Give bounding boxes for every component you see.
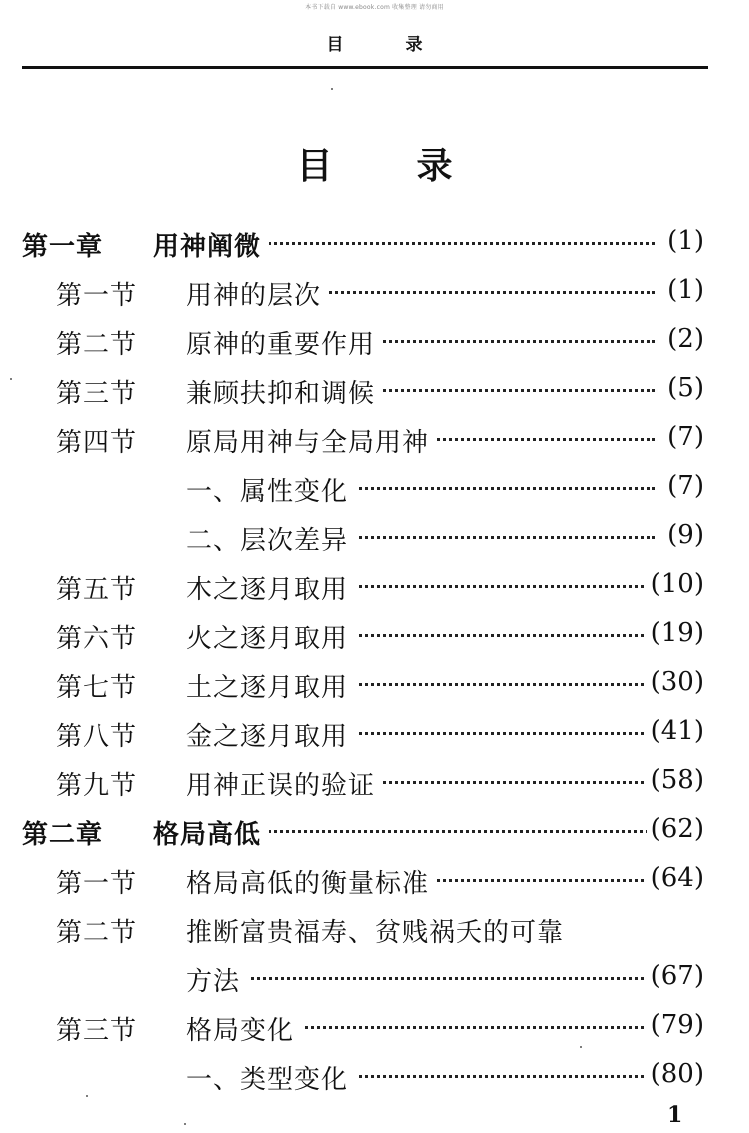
entry-title: 用神正误的验证 (186, 765, 383, 802)
entry-title: 原局用神与全局用神 (186, 422, 437, 459)
entry-page-number: (9) (663, 520, 704, 550)
entry-page-number: (19) (647, 618, 704, 648)
toc-section-row (0, 855, 749, 904)
chapter-label: 第二章 (22, 820, 104, 850)
entry-title: 金之逐月取用 (186, 716, 356, 753)
section-label: 第三节 (56, 379, 138, 409)
section-label: 第二节 (56, 918, 138, 948)
header-rule (22, 66, 708, 69)
entry-page-number: (2) (663, 324, 704, 354)
scan-speck (10, 378, 12, 380)
toc-section-row (0, 267, 749, 316)
entry-title: 用神阐微 (153, 226, 269, 263)
entry-page-number: (58) (647, 765, 704, 795)
toc-section-row (0, 365, 749, 414)
toc-section-row (0, 757, 749, 806)
entry-title: 格局高低 (153, 814, 269, 851)
toc-section-row (0, 708, 749, 757)
entry-title: 用神的层次 (186, 275, 329, 312)
entry-page-number: (7) (663, 471, 704, 501)
entry-title: 土之逐月取用 (186, 667, 356, 704)
entry-page-number: (80) (647, 1059, 704, 1089)
scan-speck (184, 1123, 186, 1125)
entry-page-number: (79) (647, 1010, 704, 1040)
section-label: 第九节 (56, 771, 138, 801)
entry-title: 格局高低的衡量标准 (186, 863, 437, 900)
toc-item-row (0, 512, 749, 561)
scan-speck (580, 1046, 582, 1048)
scan-watermark-text: 本书下载自 www.ebook.com 收集整理 请勿商用 (305, 4, 444, 11)
toc-section-row (0, 561, 749, 610)
toc-section-row (0, 414, 749, 463)
entry-title: 推断富贵福寿、贫贱祸夭的可靠 (186, 912, 572, 949)
entry-title: 一、类型变化 (186, 1059, 356, 1096)
section-label: 第一节 (56, 869, 138, 899)
toc-section-row (0, 610, 749, 659)
entry-page-number: (64) (647, 863, 704, 893)
entry-title: 二、层次差异 (186, 520, 356, 557)
entry-page-number: (10) (647, 569, 704, 599)
entry-page-number: (41) (647, 716, 704, 746)
toc-chapter-row (0, 218, 749, 267)
section-label: 第八节 (56, 722, 138, 752)
section-label: 第七节 (56, 673, 138, 703)
section-label: 第六节 (56, 624, 138, 654)
entry-title: 兼顾扶抑和调候 (186, 373, 383, 410)
entry-page-number: (7) (663, 422, 704, 452)
toc-chapter-row (0, 806, 749, 855)
section-label: 第四节 (56, 428, 138, 458)
section-label: 第一节 (56, 281, 138, 311)
entry-title: 格局变化 (186, 1010, 302, 1047)
entry-title: 原神的重要作用 (186, 324, 383, 361)
toc-item-row (0, 953, 749, 1002)
chapter-label: 第一章 (22, 232, 104, 262)
entry-title: 一、属性变化 (186, 471, 356, 508)
page-title: 目录 (296, 146, 537, 187)
toc-section-row (0, 659, 749, 708)
scan-speck (86, 1095, 88, 1097)
entry-page-number: (62) (647, 814, 704, 844)
page-number: 1 (667, 1102, 683, 1128)
toc-item-row (0, 463, 749, 512)
entry-title: 木之逐月取用 (186, 569, 356, 606)
toc-section-row (0, 904, 749, 953)
entry-page-number: (5) (663, 373, 704, 403)
toc-section-row (0, 316, 749, 365)
entry-title: 火之逐月取用 (186, 618, 356, 655)
section-label: 第五节 (56, 575, 138, 605)
toc-item-row (0, 1051, 749, 1100)
entry-page-number: (1) (663, 226, 704, 256)
entry-page-number: (1) (663, 275, 704, 305)
section-label: 第三节 (56, 1016, 138, 1046)
running-header: 目录 (326, 35, 485, 55)
toc-section-row (0, 1002, 749, 1051)
section-label: 第二节 (56, 330, 138, 360)
entry-page-number: (30) (647, 667, 704, 697)
scan-speck (331, 88, 333, 90)
entry-page-number: (67) (647, 961, 704, 991)
dot-leader (186, 977, 655, 980)
entry-title: 方法 (186, 961, 248, 998)
